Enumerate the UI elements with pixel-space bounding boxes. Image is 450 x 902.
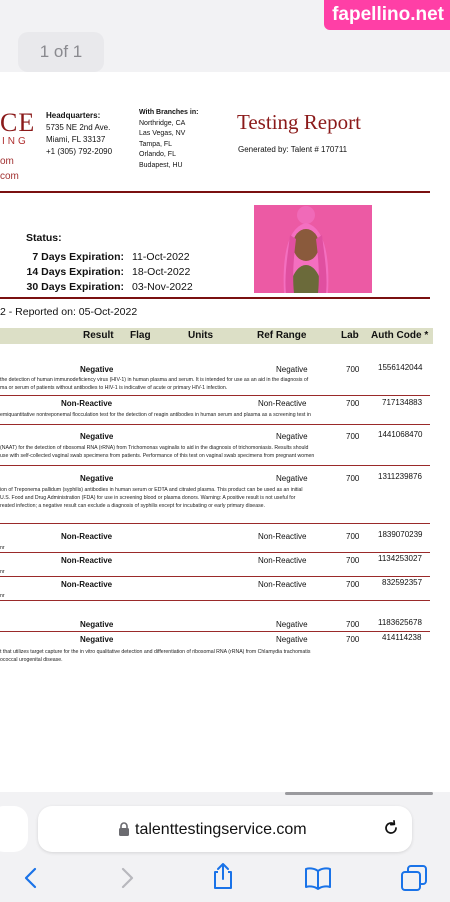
col-units: Units [188,330,213,341]
hq-line: +1 (305) 792-2090 [46,147,113,156]
hq-line: 5735 NE 2nd Ave. [46,123,111,132]
row-result: Negative [80,635,114,644]
row-desc: (NAAT) for the detection of ribosomal RNA (rRNA) from Trichomonas vaginalis to aid in the diagnosis of trichomoniasis. Results should [0,445,309,451]
company-link-1: om [0,156,14,167]
row-result: Negative [80,474,114,483]
exp14-value: 18-Oct-2022 [132,266,191,278]
exp7-label: 7 Days Expiration: [32,251,124,263]
back-icon[interactable] [22,866,40,895]
col-lab: Lab [341,330,359,341]
row-desc: ion of Treponema pallidum (syphilis) antibodies in human serum or EDTA and citrated plasma. This product can be used as an initial [0,487,303,493]
row-desc: ma or serum of patients without antibodies to HIV-1 is indicative of acute or primary HIV-1 infection. [0,385,228,391]
col-ref-range: Ref Range [257,330,307,341]
row-desc: emiquantitative nontreponemal flocculation test for the detection of reagin antibodies in human serum and plasma as a screening test in [0,412,311,418]
hq-line: Miami, FL 33137 [46,135,106,144]
row-desc: use with self-collected vaginal swab specimens from patients. Performance of this test on vaginal swab specimens from pregnant women [0,453,315,459]
talent-photo [254,205,372,293]
row-lab: 700 [346,532,360,541]
scroll-indicator[interactable] [0,792,450,795]
row-ref: Non-Reactive [258,580,307,589]
row-ref: Negative [276,474,308,483]
reload-icon[interactable] [382,819,400,842]
report-title: Testing Report [237,110,361,134]
generated-by: Generated by: Talent # 170711 [238,145,348,154]
row-result: Non-Reactive [61,556,113,565]
row-ref: Non-Reactive [258,399,307,408]
talent-photo-illustration [254,205,372,293]
row-lab: 700 [346,580,360,589]
row-auth: 832592357 [382,578,423,587]
company-link-2: com [0,171,19,182]
row-divider [0,523,430,524]
row-result: Non-Reactive [61,532,113,541]
row-divider [0,465,430,466]
pdf-page [0,72,450,792]
divider [0,297,430,299]
row-lab: 700 [346,399,360,408]
exp30-value: 03-Nov-2022 [132,281,193,293]
row-desc: U.S. Food and Drug Administration (FDA) for use in screening blood or plasma donors. Warning: A positive result is not useful for [0,495,296,501]
branches-block [139,108,198,171]
col-flag: Flag [130,330,151,341]
row-auth: 717134883 [382,398,423,407]
branch-line: Northridge, CA [139,119,186,127]
row-desc: t that utilizes target capture for the in vitro qualitative detection and differentiation of ribosomal RNA (rRNA) from Chlamydia trachomatis [0,649,311,655]
company-logo-subtitle: ING [2,136,29,147]
row-lab: 700 [346,474,360,483]
reported-on: 2 - Reported on: 05-Oct-2022 [0,306,138,318]
share-icon[interactable] [211,862,235,895]
row-ref: Negative [276,620,308,629]
branch-line: Orlando, FL [139,151,176,158]
watermark: fapellino.net [324,0,450,30]
row-lab: 700 [346,365,360,374]
row-auth: 1839070239 [378,530,423,539]
status-label: Status: [26,232,62,244]
row-divider [0,424,430,425]
row-result: Negative [80,620,114,629]
scroll-thumb[interactable] [285,792,433,795]
bookmarks-icon[interactable] [304,866,332,895]
row-ref: Non-Reactive [258,532,307,541]
headquarters-label: Headquarters: [46,111,101,120]
exp14-label: 14 Days Expiration: [26,266,124,278]
forward-icon[interactable] [118,866,136,895]
row-divider [0,395,430,396]
row-ref: Negative [276,432,308,441]
row-result: Non-Reactive [61,580,113,589]
row-divider [0,600,430,601]
row-divider [0,576,430,577]
tabs-icon[interactable] [400,864,428,897]
row-ref: Negative [276,635,308,644]
row-result: Negative [80,365,114,374]
row-desc: reated infection; a negative result can exclude a diagnosis of syphilis except for incubating or early primary disease. [0,503,265,509]
row-ref: Negative [276,365,308,374]
branch-line: Budapest, HU [139,161,183,169]
row-desc: nr [0,593,5,599]
lock-icon [118,822,130,841]
row-auth: 1556142044 [378,363,423,372]
col-auth-code: Auth Code * [371,330,429,341]
row-divider [0,552,430,553]
branches-label: With Branches in: [139,109,199,116]
row-auth: 1441068470 [378,430,423,439]
row-lab: 700 [346,556,360,565]
page-indicator[interactable]: 1 of 1 [18,32,104,72]
branch-line: Tampa, FL [139,140,173,148]
row-lab: 700 [346,432,360,441]
previous-tab-peek[interactable] [0,806,28,852]
row-auth: 414114238 [382,633,422,642]
row-ref: Non-Reactive [258,556,307,565]
url-text[interactable]: talenttestingservice.com [135,821,307,838]
row-desc: the detection of human immunodeficiency virus (HIV-1) in human plasma and serum. It is intended for use as an aid in the diagnosis of [0,377,309,383]
headquarters-block [46,110,112,158]
exp30-label: 30 Days Expiration: [26,281,124,293]
divider [0,191,430,193]
row-desc: nr [0,545,5,551]
row-desc: nr [0,569,5,575]
row-divider [0,631,430,632]
row-desc: ococcal urogenital disease. [0,657,63,663]
row-result: Negative [80,432,114,441]
col-result: Result [83,330,114,341]
row-auth: 1183625678 [378,618,422,627]
branch-line: Las Vegas, NV [139,130,186,137]
table-header-bar [0,328,433,344]
company-logo: CE [0,108,36,137]
row-lab: 700 [346,635,360,644]
row-lab: 700 [346,620,360,629]
row-auth: 1134253027 [378,554,422,563]
exp7-value: 11-Oct-2022 [132,251,190,263]
row-auth: 1311239876 [378,472,422,481]
row-result: Non-Reactive [61,399,113,408]
